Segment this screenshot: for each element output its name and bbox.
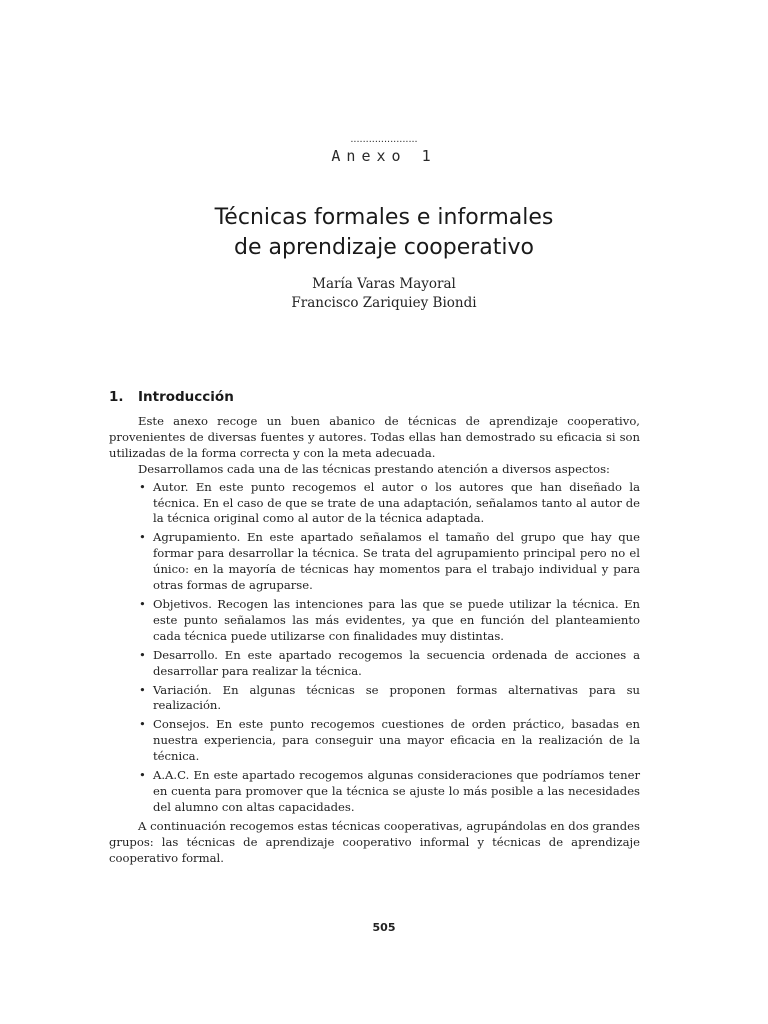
list-item-text: Objetivos. Recogen las intenciones para las que se puede utilizar la técnica. En este punto señalamos las más evidentes, ya que en función del planteamiento cada técnica puede utilizarse con finalidades muy distintas. <box>153 596 640 643</box>
list-item <box>139 768 640 816</box>
list-item <box>139 596 640 645</box>
list-item-text: Desarrollo. En este apartado recogemos la secuencia ordenada de acciones a desarrollar para realizar la técnica. <box>153 647 640 678</box>
author-1: María Varas Mayoral <box>312 276 456 292</box>
title-line-2: de aprendizaje cooperativo <box>234 235 534 260</box>
section-body <box>109 414 640 866</box>
annex-label: Anexo 1 <box>331 147 437 165</box>
list-item <box>139 682 640 715</box>
intro-paragraph-1: Este anexo recoge un buen abanico de técnicas de aprendizaje cooperativo, provenientes de diversas fuentes y autores. Todas ellas han demostrado su eficacia si son utilizadas de la forma correcta y con la meta adecuada. <box>109 414 640 460</box>
intro-paragraph-2: Desarrollamos cada una de las técnicas prestando atención a diversos aspectos: <box>138 461 610 476</box>
list-item-text: Autor. En este punto recogemos el autor o los autores que han diseñado la técnica. En el caso de que se trate de una adaptación, señalamos tanto al autor de la técnica original como al autor de la técnica adaptada. <box>153 479 640 526</box>
closing-paragraph: A continuación recogemos estas técnicas cooperativas, agrupándolas en dos grandes grupos: las técnicas de aprendizaje cooperativo informal y técnicas de aprendizaje cooperativo formal. <box>109 818 640 865</box>
list-item-text: Consejos. En este punto recogemos cuestiones de orden práctico, basadas en nuestra experiencia, para conseguir una mayor eficacia en la realización de la técnica. <box>153 717 640 764</box>
title-line-1: Técnicas formales e informales <box>214 205 554 230</box>
bullet-icon: • <box>139 682 146 697</box>
list-item <box>139 647 640 680</box>
bullet-icon: • <box>139 647 146 662</box>
bullet-icon: • <box>139 479 146 494</box>
list-item <box>139 717 640 765</box>
section-heading <box>109 389 234 405</box>
list-item-text: Variación. En algunas técnicas se proponen formas alternativas para su realización. <box>153 682 640 713</box>
list-item <box>139 479 640 528</box>
page-title <box>0 203 768 263</box>
page-number: 505 <box>372 921 396 934</box>
bullet-icon: • <box>139 596 146 611</box>
aspects-list <box>109 480 640 816</box>
list-item-text: A.A.C. En este apartado recogemos algunas consideraciones que podríamos tener en cuenta para promover que la técnica se ajuste lo más posible a las necesidades del alumno con altas capacidades. <box>153 768 640 814</box>
bullet-icon: • <box>139 717 146 732</box>
list-item-text: Agrupamiento. En este apartado señalamos el tamaño del grupo que hay que formar para desarrollar la técnica. Se trata del agrupamiento principal pero no el único: en la mayoría de técnicas hay momentos para el trabajo individual y para otras formas de agruparse. <box>153 530 640 593</box>
list-item <box>139 530 640 594</box>
section-number: 1. <box>109 389 124 405</box>
author-2: Francisco Zariquiey Biondi <box>291 295 477 311</box>
authors <box>0 275 768 313</box>
header-dots: ...................... <box>350 133 418 145</box>
section-title: Introducción <box>138 389 234 405</box>
bullet-icon: • <box>139 768 146 783</box>
bullet-icon: • <box>139 530 146 545</box>
